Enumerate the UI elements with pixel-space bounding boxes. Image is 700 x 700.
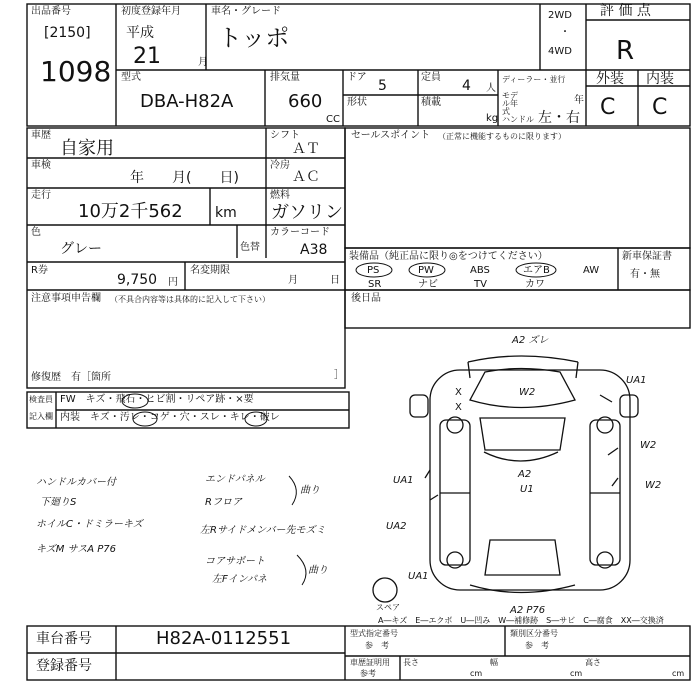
lot-number: 1098 — [40, 55, 112, 88]
lot-code: [2150] — [44, 25, 91, 41]
equip-pw: PW — [418, 265, 434, 276]
person-unit: 人 — [486, 83, 496, 94]
reg-year: 21 — [133, 44, 161, 69]
registration-label: 登録番号 — [36, 658, 92, 674]
color-value: グレー — [60, 241, 102, 257]
handle-value: 左・右 — [538, 110, 580, 126]
mark-rear-bumper: A2 P76 — [510, 605, 546, 616]
score-label: 評 価 点 — [600, 3, 651, 19]
note-left-1: ハンドルカバー付 — [36, 477, 116, 488]
note-mid-3: 左Rサイドメンバー先モズミ — [200, 525, 326, 536]
color-code-label: カラーコード — [270, 227, 330, 238]
note-left-3: ホイルC・ドミラーキズ — [36, 519, 143, 530]
note-mid-2: Rフロア — [205, 497, 242, 508]
fuel-label: 燃料 — [270, 190, 290, 201]
note-brace-2: 曲り — [308, 565, 328, 576]
width-unit: cm — [570, 669, 583, 678]
era: 平成 — [126, 25, 154, 41]
equip-sr: SR — [368, 279, 382, 290]
note-brace-1: 曲り — [300, 485, 320, 496]
equip-tv: TV — [474, 279, 487, 290]
reg-cert-label: 車歴証明用 — [350, 658, 390, 667]
inspection-value: 年 月( 日) — [130, 170, 239, 186]
capacity-value: 4 — [462, 78, 471, 94]
repair-close: ］ — [334, 370, 344, 381]
lot-label: 出品番号 — [31, 6, 71, 17]
mark-x-1: X — [455, 387, 462, 398]
equip-leather: カワ — [525, 279, 545, 290]
inspector-label-1: 検査員 — [29, 395, 53, 404]
note-mid-4: コアサポート — [205, 556, 265, 567]
yen-unit: 円 — [168, 277, 178, 288]
height-label: 高さ — [585, 658, 601, 667]
sales-sub: （正常に機能するものに限ります） — [438, 132, 566, 141]
drive-4wd: 4WD — [548, 46, 572, 57]
mark-w2-roof: W2 — [519, 387, 536, 398]
reference-3: 参考 — [360, 669, 376, 678]
repair-label: 修復歴 有［箇所 — [31, 372, 111, 383]
exterior-label: 外装 — [596, 71, 624, 87]
chassis-label: 車台番号 — [36, 631, 92, 647]
inspection-label: 車検 — [31, 160, 51, 171]
reference-1: 参 考 — [365, 641, 389, 650]
mark-ua1-left: UA1 — [393, 475, 414, 486]
note-left-2: 下廻りS — [40, 497, 77, 508]
reference-2: 参 考 — [525, 641, 549, 650]
handle-label: ハンドル — [502, 115, 534, 124]
score-value: R — [616, 36, 635, 66]
damage-legend: A―キズ E―エクボ U―凹み W―補修跡 S―サビ C―腐食 XX―交換済 — [378, 616, 664, 625]
exterior-grade: C — [600, 95, 616, 120]
note-mid-5: 左Fインパネ — [212, 574, 268, 585]
note-mid-1: エンドパネル — [205, 474, 265, 485]
mark-w2-right2: W2 — [645, 480, 662, 491]
cc-unit: CC — [326, 114, 340, 125]
mark-w2-right1: W2 — [640, 440, 657, 451]
mark-top: A2 ズレ — [512, 335, 549, 346]
capacity-label: 定員 — [421, 72, 441, 83]
recycle-label: R券 — [31, 265, 48, 276]
spare-label: スペア — [376, 603, 400, 612]
mark-u1-center: U1 — [520, 484, 534, 495]
name-label: 車名・グレード — [211, 6, 281, 17]
mark-x-2: X — [455, 402, 462, 413]
color-code-value: A38 — [300, 242, 328, 258]
equip-navi: ナビ — [418, 279, 438, 290]
inspect-row-1: FW キズ・飛石・ヒビ割・リペア跡・×要 — [60, 394, 254, 405]
mark-ua1-right: UA1 — [626, 375, 647, 386]
height-unit: cm — [672, 669, 685, 678]
warranty-value: 有・無 — [630, 269, 660, 280]
aircon-label: 冷房 — [270, 160, 290, 171]
mark-ua1-rear: UA1 — [408, 571, 429, 582]
note-left-4: キズM サスA P76 — [36, 544, 116, 555]
equip-abs: ABS — [470, 265, 490, 276]
mileage-value: 10万2千562 — [78, 201, 183, 222]
recycle-fee: 9,750 — [117, 272, 158, 288]
car-name: トッポ — [218, 24, 290, 52]
model-value: DBA-H82A — [140, 91, 234, 112]
history-label: 車歴 — [31, 130, 51, 141]
shift-value: ＡＴ — [292, 141, 320, 157]
type-cert-label: 型式指定番号 — [350, 629, 398, 638]
aircon-value: ＡＣ — [292, 169, 320, 185]
first-reg-label: 初度登録年月 — [121, 6, 181, 17]
mark-ua2-left: UA2 — [386, 521, 407, 532]
dealer-label: ディーラー・並行 — [502, 75, 566, 84]
notes-label: 注意事項申告欄 — [31, 293, 101, 304]
door-value: 5 — [378, 78, 387, 94]
sales-label: セールスポイント — [351, 130, 431, 141]
load-label: 積載 — [421, 97, 441, 108]
notes-small: （不具合内容等は具体的に記入して下さい） — [110, 295, 270, 304]
displacement-value: 660 — [288, 91, 323, 112]
year-unit: 年 — [574, 95, 584, 106]
equipment-label: 装備品（純正品に限り◎をつけてください） — [349, 251, 548, 262]
fuel-value: ガソリン — [271, 202, 343, 223]
name-change-label: 名変期限 — [190, 265, 230, 276]
kg-unit: kg — [486, 113, 499, 124]
mark-a2-center: A2 — [518, 469, 532, 480]
month-unit: 月 — [198, 57, 208, 68]
km-unit: km — [215, 205, 237, 221]
equip-airbag: エアB — [523, 265, 550, 276]
shape-label: 形状 — [347, 97, 367, 108]
inspector-label-2: 記入欄 — [29, 412, 53, 421]
warranty-label: 新車保証書 — [622, 251, 672, 262]
postfit-label: 後日品 — [351, 293, 381, 304]
model-label: 型式 — [121, 72, 141, 83]
door-label: ドア — [347, 72, 367, 83]
interior-label: 内装 — [646, 71, 674, 87]
history-value: 自家用 — [60, 138, 114, 159]
mileage-label: 走行 — [31, 190, 51, 201]
name-change-month: 月 — [288, 275, 298, 286]
displacement-label: 排気量 — [270, 72, 300, 83]
color-change-label: 色替 — [240, 242, 260, 253]
name-change-day: 日 — [330, 275, 340, 286]
category-label: 類別区分番号 — [510, 629, 558, 638]
chassis-value: H82A-0112551 — [156, 628, 292, 649]
drive-2wd: 2WD — [548, 10, 572, 21]
width-label: 幅 — [490, 658, 498, 667]
length-unit: cm — [470, 669, 483, 678]
length-label: 長さ — [403, 658, 419, 667]
color-label: 色 — [31, 227, 41, 238]
drive-dot: ・ — [560, 27, 570, 38]
equip-aw: AW — [583, 265, 600, 276]
inspect-row-2: 内装 キズ・汚レ・コゲ・穴・スレ・キレ・破レ — [60, 412, 280, 423]
interior-grade: C — [652, 95, 668, 120]
shift-label: シフト — [270, 130, 300, 141]
equip-ps: PS — [367, 265, 380, 276]
model-year-label: モデル年式 — [502, 91, 518, 116]
